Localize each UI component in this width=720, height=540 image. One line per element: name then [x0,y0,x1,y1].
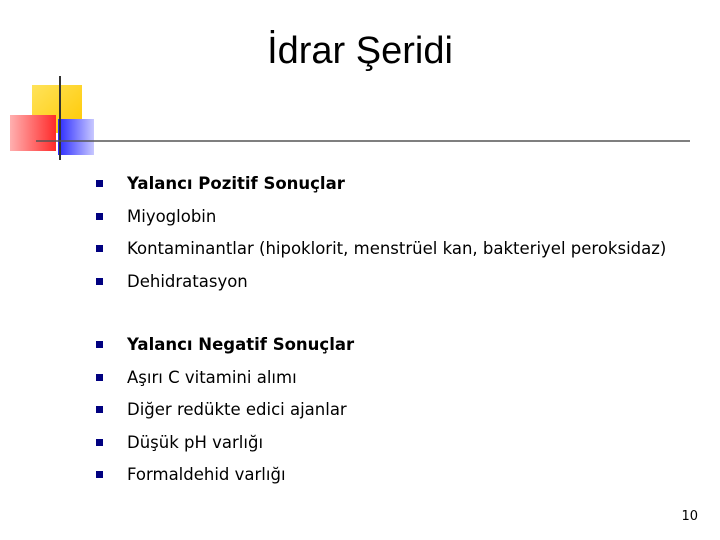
page-number: 10 [681,509,698,524]
bullet-item-dehydration [96,266,666,299]
bullet-text: Dehidratasyon [127,271,248,291]
bullet-text: Yalancı Negatif Sonuçlar [127,335,355,354]
bullet-list [96,168,666,492]
square-bullet-icon [96,439,103,446]
bullet-text: Yalancı Pozitif Sonuçlar [127,174,345,193]
slide-title: İdrar Şeridi [267,30,453,72]
bullet-text: Formaldehid varlığı [127,465,286,484]
bullet-item-false-positive-heading [96,168,666,201]
square-bullet-icon [96,406,103,413]
bullet-item-contaminants [96,233,666,266]
square-bullet-icon [96,213,103,220]
bullet-item-myoglobin [96,201,666,234]
square-bullet-icon [96,341,103,348]
bullet-text: Düşük pH varlığı [127,432,264,452]
square-bullet-icon [96,374,103,381]
bullet-item-formaldehyde [96,459,666,492]
title-decoration [0,0,720,170]
red-square [10,115,56,151]
bullet-text: Diğer redükte edici ajanlar [127,400,347,419]
square-bullet-icon [96,180,103,187]
square-bullet-icon [96,245,103,252]
bullet-text: Kontaminantlar (hipoklorit, menstrüel kan, bakteriyel peroksidaz) [127,239,667,258]
bullet-item-reducing-agents [96,394,666,427]
bullet-text: Miyoglobin [127,206,217,226]
bullet-item-vitamin-c [96,362,666,395]
square-bullet-icon [96,471,103,478]
square-bullet-icon [96,278,103,285]
bullet-text: Aşırı C vitamini alımı [127,367,297,387]
bullet-item-false-negative-heading [96,329,666,362]
blue-square [58,119,94,155]
bullet-item-low-ph [96,427,666,460]
